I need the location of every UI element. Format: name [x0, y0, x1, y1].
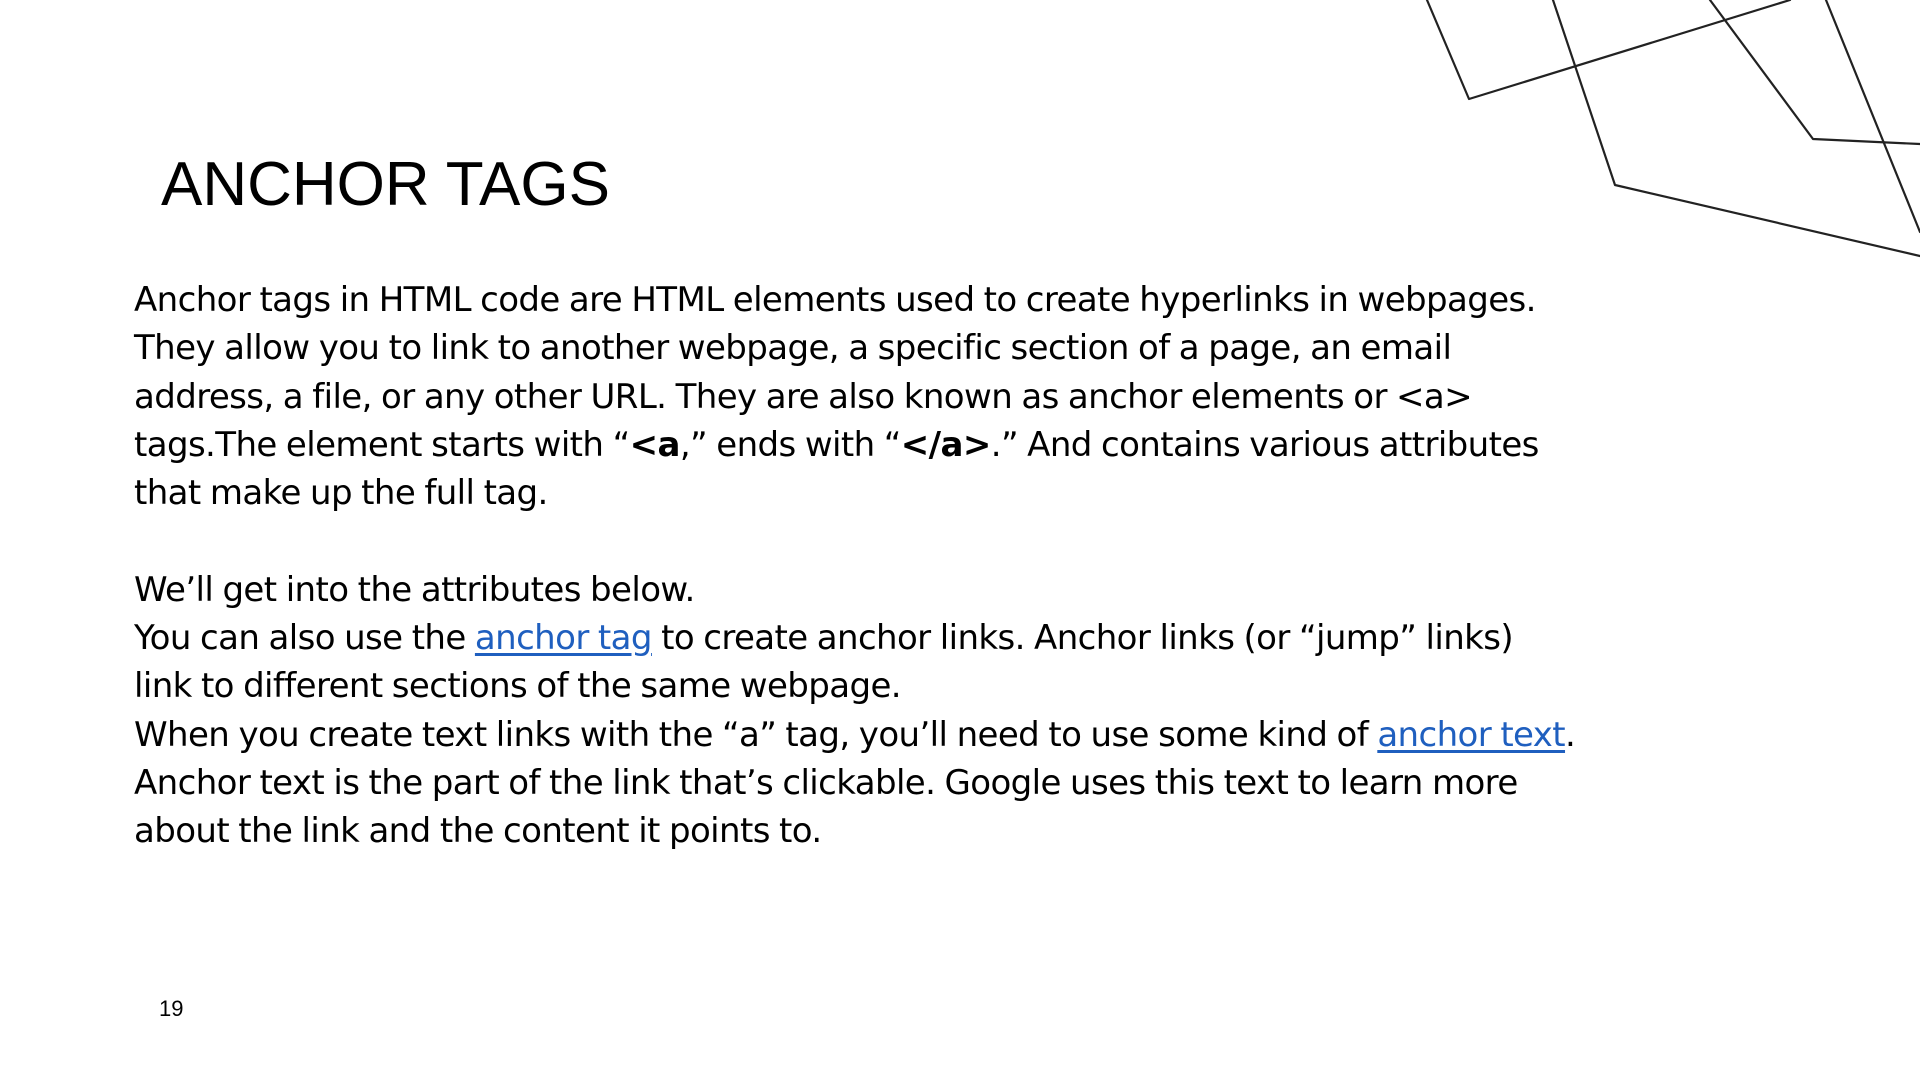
- slide-body: [134, 276, 1774, 856]
- body-line: [134, 421, 1774, 469]
- body-line: [134, 614, 1774, 662]
- body-text-segment: tags.The element starts with “: [134, 424, 630, 465]
- body-line: link to different sections of the same webpage.: [134, 666, 901, 707]
- slide-title: ANCHOR TAGS: [161, 150, 610, 219]
- body-text-segment: ,” ends with “: [679, 424, 901, 465]
- close-tag-code: </a>: [900, 424, 991, 465]
- anchor-text-link[interactable]: anchor text: [1377, 714, 1566, 755]
- paragraph-spacer: [134, 517, 1774, 565]
- body-text-segment: You can also use the: [134, 618, 475, 659]
- body-line: They allow you to link to another webpage, a specific section of a page, an email: [134, 328, 1452, 369]
- body-line: We’ll get into the attributes below.: [134, 569, 695, 610]
- body-text-segment: .” And contains various attributes: [990, 424, 1539, 465]
- body-line: address, a file, or any other URL. They are also known as anchor elements or <a>: [134, 376, 1473, 417]
- body-line: Anchor text is the part of the link that’s clickable. Google uses this text to learn more: [134, 762, 1518, 803]
- body-text-segment: to create anchor links. Anchor links (or “jump” links): [651, 618, 1514, 659]
- body-text-segment: .: [1565, 714, 1576, 755]
- body-text-segment: When you create text links with the “a” tag, you’ll need to use some kind of: [134, 714, 1378, 755]
- body-line: that make up the full tag.: [134, 473, 548, 514]
- anchor-tag-link[interactable]: anchor tag: [474, 618, 652, 659]
- page-number: 19: [159, 996, 184, 1021]
- body-line: [134, 711, 1774, 759]
- body-line: Anchor tags in HTML code are HTML elements used to create hyperlinks in webpages.: [134, 280, 1536, 320]
- body-line: about the link and the content it points to.: [134, 811, 822, 852]
- open-tag-code: <a: [629, 424, 680, 465]
